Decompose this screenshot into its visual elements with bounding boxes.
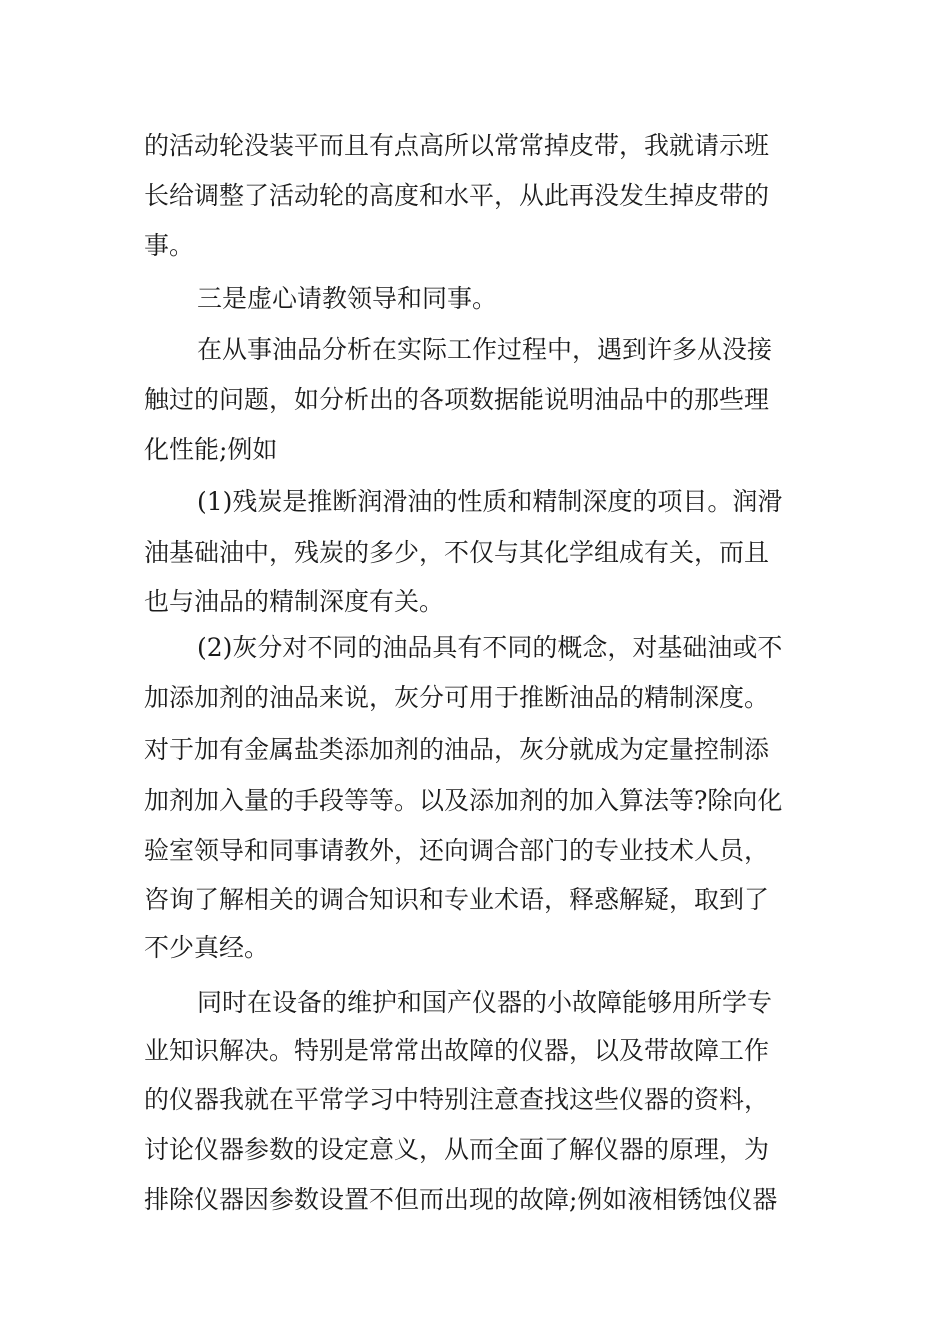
paragraph-line: 对于加有金属盐类添加剂的油品，灰分就成为定量控制添 bbox=[144, 735, 770, 764]
paragraph-line: 长给调整了活动轮的高度和水平，从此再没发生掉皮带的 bbox=[144, 181, 770, 210]
paragraph-line: 触过的问题，如分析出的各项数据能说明油品中的那些理 bbox=[144, 385, 770, 414]
paragraph-line: 加剂加入量的手段等等。以及添加剂的加入算法等?除向化 bbox=[144, 786, 783, 815]
paragraph-line: 油基础油中，残炭的多少，不仅与其化学组成有关，而且 bbox=[144, 538, 770, 567]
paragraph-line: 化性能;例如 bbox=[144, 435, 278, 464]
paragraph-line: 业知识解决。特别是常常出故障的仪器，以及带故障工作 bbox=[144, 1036, 770, 1065]
paragraph-line: 验室领导和同事请教外，还向调合部门的专业技术人员， bbox=[144, 836, 770, 865]
paragraph-line: 讨论仪器参数的设定意义，从而全面了解仪器的原理，为 bbox=[144, 1135, 770, 1164]
paragraph-line: 的仪器我就在平常学习中特别注意查找这些仪器的资料， bbox=[144, 1085, 770, 1114]
paragraph-line: 排除仪器因参数设置不但而出现的故障;例如液相锈蚀仪器 bbox=[144, 1185, 778, 1214]
paragraph-line: 三是虚心请教领导和同事。 bbox=[197, 284, 498, 313]
paragraph-line: 在从事油品分析在实际工作过程中，遇到许多从没接 bbox=[197, 335, 773, 364]
paragraph-line: 事。 bbox=[144, 231, 195, 260]
paragraph-line: 咨询了解相关的调合知识和专业术语，释惑解疑，取到了 bbox=[144, 885, 770, 914]
paragraph-line: (2)灰分对不同的油品具有不同的概念，对基础油或不 bbox=[197, 633, 783, 662]
paragraph-line: 也与油品的精制深度有关。 bbox=[144, 587, 445, 616]
paragraph-line: 的活动轮没装平而且有点高所以常常掉皮带，我就请示班 bbox=[144, 131, 770, 160]
paragraph-line: 不少真经。 bbox=[144, 933, 270, 962]
paragraph-line: (1)残炭是推断润滑油的性质和精制深度的项目。润滑 bbox=[197, 487, 783, 516]
paragraph-line: 加添加剂的油品来说，灰分可用于推断油品的精制深度。 bbox=[144, 683, 770, 712]
paragraph-line: 同时在设备的维护和国产仪器的小故障能够用所学专 bbox=[197, 988, 773, 1017]
